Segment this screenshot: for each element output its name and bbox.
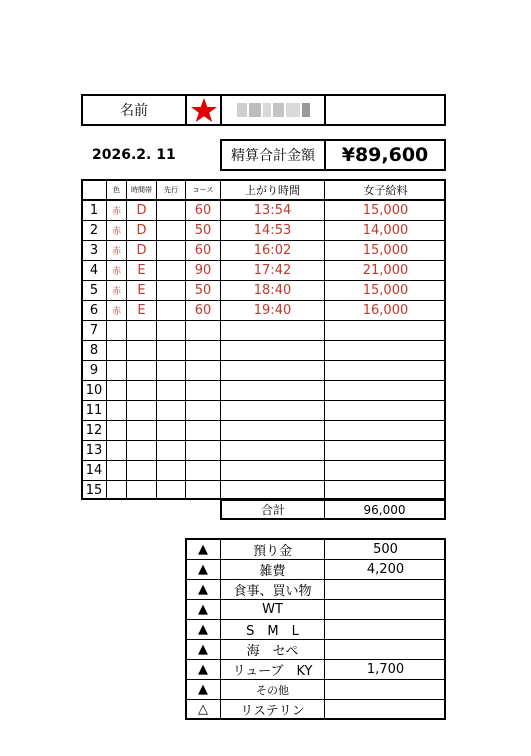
table-cell-course: 90 — [194, 263, 212, 278]
table-cell-color — [107, 461, 126, 480]
table-cell-band — [127, 401, 156, 420]
table-cell-no: 15 — [85, 483, 103, 498]
table-cell-end: 14:53 — [253, 223, 292, 238]
total-value: 96,000 — [363, 502, 406, 517]
table-cell-course — [186, 341, 220, 360]
table-cell-course — [186, 461, 220, 480]
table-cell-wage — [325, 401, 446, 420]
triangle-filled-icon: ▲ — [198, 642, 208, 657]
table-cell-adv — [157, 301, 185, 320]
table-cell-end: 16:02 — [253, 243, 292, 258]
triangle-outline-icon: △ — [198, 702, 208, 717]
table-cell-adv — [157, 381, 185, 400]
header-color: 色 — [113, 186, 120, 194]
table-cell-wage — [325, 381, 446, 400]
table-cell-no: 7 — [89, 323, 99, 338]
table-cell-end — [221, 321, 324, 340]
header-time_band: 時間帯 — [131, 186, 152, 194]
table-cell-course — [186, 381, 220, 400]
table-cell-band — [127, 461, 156, 480]
table-cell-end: 19:40 — [253, 303, 292, 318]
header-end_time: 上がり時間 — [245, 184, 300, 197]
table-cell-course: 50 — [194, 283, 212, 298]
table-cell-adv — [157, 261, 185, 280]
table-cell-course — [186, 421, 220, 440]
deduction-value — [325, 680, 446, 699]
star-icon — [187, 96, 220, 124]
deduction-label: リューブ KY — [232, 664, 313, 679]
table-cell-wage: 15,000 — [362, 203, 409, 218]
table-cell-end — [221, 481, 324, 500]
table-cell-adv — [157, 461, 185, 480]
name-value-redacted — [222, 96, 324, 124]
table-cell-adv — [157, 241, 185, 260]
header-advance: 先行 — [164, 186, 178, 194]
table-cell-band — [127, 361, 156, 380]
table-cell-band: D — [136, 243, 147, 258]
table-cell-color — [107, 401, 126, 420]
table-cell-no: 3 — [89, 243, 99, 258]
triangle-filled-icon: ▲ — [198, 622, 208, 637]
triangle-filled-icon: ▲ — [198, 582, 208, 597]
table-cell-end: 17:42 — [253, 263, 292, 278]
table-cell-no: 6 — [89, 303, 99, 318]
table-cell-band: E — [137, 303, 146, 318]
table-cell-adv — [157, 401, 185, 420]
table-cell-color — [107, 441, 126, 460]
deduction-label: WT — [262, 602, 283, 617]
table-cell-adv — [157, 221, 185, 240]
deduction-value: 1,700 — [366, 662, 405, 677]
table-cell-course — [186, 361, 220, 380]
deduction-value — [325, 580, 446, 599]
deduction-label: 食事、買い物 — [233, 584, 312, 599]
table-cell-wage — [325, 421, 446, 440]
triangle-filled-icon: ▲ — [198, 562, 208, 577]
deduction-label: S M L — [246, 624, 299, 639]
table-cell-adv — [157, 341, 185, 360]
deduction-label: その他 — [256, 683, 289, 697]
table-cell-no: 1 — [89, 203, 99, 218]
header-wage: 女子給料 — [363, 184, 408, 197]
table-cell-end — [221, 401, 324, 420]
table-cell-adv — [157, 361, 185, 380]
table-cell-end: 13:54 — [253, 203, 292, 218]
table-cell-end — [221, 341, 324, 360]
table-cell-band: E — [137, 283, 146, 298]
table-cell-wage: 14,000 — [362, 223, 409, 238]
table-cell-no: 13 — [85, 443, 103, 458]
table-cell-end — [221, 381, 324, 400]
table-cell-no: 11 — [85, 403, 103, 418]
table-cell-course — [186, 401, 220, 420]
table-cell-adv — [157, 481, 185, 500]
triangle-filled-icon: ▲ — [198, 542, 208, 557]
table-cell-band — [127, 481, 156, 500]
table-cell-no: 8 — [89, 343, 99, 358]
table-cell-band: D — [136, 203, 147, 218]
table-cell-no: 14 — [85, 463, 103, 478]
deduction-value — [325, 640, 446, 659]
table-cell-adv — [157, 201, 185, 220]
table-cell-no: 10 — [85, 383, 103, 398]
table-cell-wage: 15,000 — [362, 283, 409, 298]
table-cell-band — [127, 381, 156, 400]
table-cell-end — [221, 441, 324, 460]
deduction-label: リステリン — [240, 704, 305, 719]
deduction-value — [325, 700, 446, 719]
table-cell-adv — [157, 441, 185, 460]
table-cell-band: E — [137, 263, 146, 278]
triangle-filled-icon: ▲ — [198, 682, 208, 697]
table-cell-course — [186, 441, 220, 460]
table-cell-color — [107, 381, 126, 400]
table-cell-course — [186, 321, 220, 340]
table-cell-band: D — [136, 223, 147, 238]
date-text: 2026.2. 11 — [92, 147, 176, 163]
table-cell-band — [127, 441, 156, 460]
triangle-filled-icon: ▲ — [198, 662, 208, 677]
table-cell-adv — [157, 421, 185, 440]
deduction-label: 雑費 — [259, 564, 286, 579]
total-amount-label: 精算合計金額 — [231, 148, 315, 164]
table-cell-course: 60 — [194, 243, 212, 258]
header-no — [82, 181, 106, 199]
table-cell-no: 12 — [85, 423, 103, 438]
table-cell-end — [221, 361, 324, 380]
deduction-value — [325, 600, 446, 619]
deduction-value: 500 — [373, 542, 398, 557]
table-cell-color: 赤 — [111, 227, 121, 237]
table-cell-wage — [325, 461, 446, 480]
table-cell-wage — [325, 441, 446, 460]
table-cell-course — [186, 481, 220, 500]
triangle-filled-icon: ▲ — [198, 602, 208, 617]
deduction-value: 4,200 — [366, 562, 405, 577]
name-label: 名前 — [120, 103, 148, 119]
table-cell-course: 60 — [194, 203, 212, 218]
table-cell-no: 4 — [89, 263, 99, 278]
table-cell-no: 5 — [89, 283, 99, 298]
table-cell-end — [221, 421, 324, 440]
table-cell-color: 赤 — [111, 207, 121, 217]
deduction-label: 海 セペ — [246, 644, 299, 659]
header-course: コース — [192, 186, 214, 194]
table-cell-end: 18:40 — [253, 283, 292, 298]
table-cell-color: 赤 — [111, 267, 121, 277]
deduction-value — [325, 620, 446, 639]
table-cell-color — [107, 341, 126, 360]
table-cell-color — [107, 421, 126, 440]
table-cell-band — [127, 321, 156, 340]
total-label: 合計 — [260, 503, 285, 517]
table-cell-wage — [325, 321, 446, 340]
table-cell-no: 2 — [89, 223, 99, 238]
table-cell-band — [127, 341, 156, 360]
table-cell-wage: 16,000 — [362, 303, 409, 318]
table-cell-end — [221, 461, 324, 480]
table-cell-color: 赤 — [111, 247, 121, 257]
table-cell-wage — [325, 481, 446, 500]
table-cell-color — [107, 481, 126, 500]
table-cell-adv — [157, 321, 185, 340]
table-cell-color: 赤 — [111, 307, 121, 317]
table-cell-wage: 15,000 — [362, 243, 409, 258]
table-cell-adv — [157, 281, 185, 300]
table-cell-color — [107, 361, 126, 380]
table-cell-wage — [325, 361, 446, 380]
table-cell-wage: 21,000 — [362, 263, 409, 278]
total-amount-value: ¥89,600 — [341, 144, 429, 166]
table-cell-course: 50 — [194, 223, 212, 238]
table-cell-wage — [325, 341, 446, 360]
table-cell-color — [107, 321, 126, 340]
table-cell-no: 9 — [89, 363, 99, 378]
table-cell-color: 赤 — [111, 287, 121, 297]
table-cell-course: 60 — [194, 303, 212, 318]
deduction-label: 預り金 — [252, 544, 292, 559]
table-cell-band — [127, 421, 156, 440]
